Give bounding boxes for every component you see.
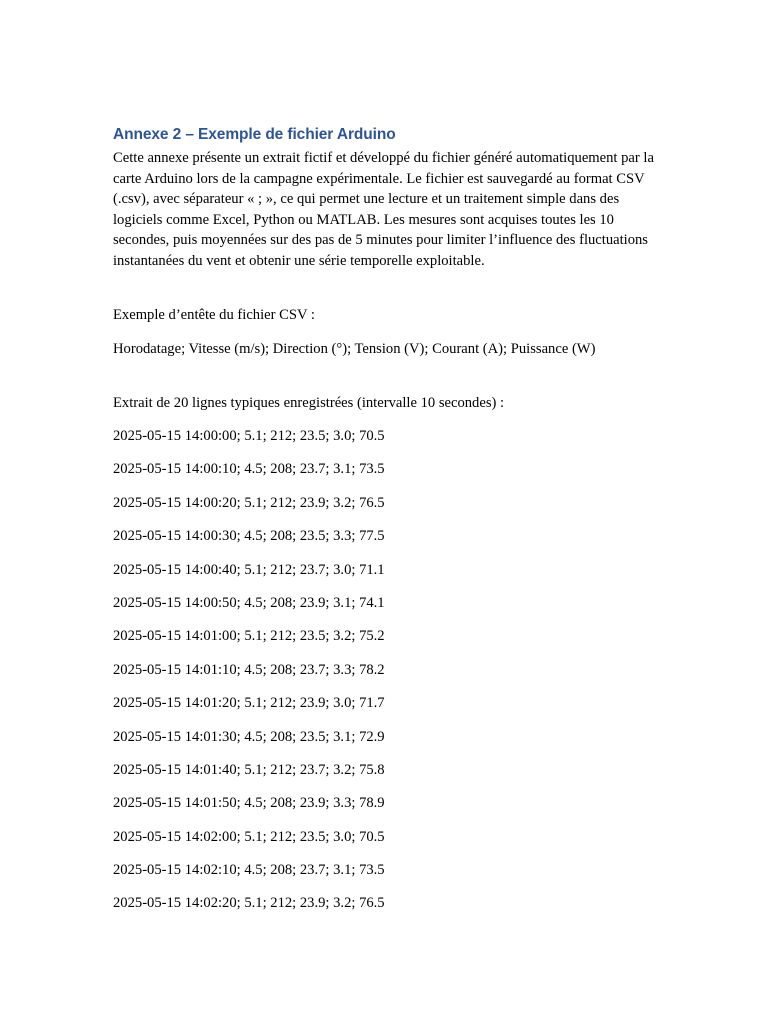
csv-row: 2025-05-15 14:00:30; 4.5; 208; 23.5; 3.3; 77.5 (113, 528, 385, 545)
csv-row: 2025-05-15 14:00:50; 4.5; 208; 23.9; 3.1; 74.1 (113, 594, 385, 611)
csv-row: 2025-05-15 14:00:40; 5.1; 212; 23.7; 3.0; 71.1 (113, 561, 385, 578)
csv-row: 2025-05-15 14:02:20; 5.1; 212; 23.9; 3.2; 76.5 (113, 895, 385, 912)
csv-row: 2025-05-15 14:01:20; 5.1; 212; 23.9; 3.0; 71.7 (113, 695, 385, 712)
csv-row: 2025-05-15 14:00:10; 4.5; 208; 23.7; 3.1; 73.5 (113, 461, 385, 478)
csv-row: 2025-05-15 14:00:00; 5.1; 212; 23.5; 3.0; 70.5 (113, 428, 385, 444)
csv-row: 2025-05-15 14:01:40; 5.1; 212; 23.7; 3.2; 75.8 (113, 761, 385, 778)
csv-row: 2025-05-15 14:02:10; 4.5; 208; 23.7; 3.1; 73.5 (113, 862, 385, 879)
csv-row: 2025-05-15 14:01:10; 4.5; 208; 23.7; 3.3; 78.2 (113, 661, 385, 678)
document-page (113, 124, 658, 912)
csv-header-label: Exemple d’entête du fichier CSV : (113, 307, 315, 323)
csv-row: 2025-05-15 14:01:00; 5.1; 212; 23.5; 3.2; 75.2 (113, 628, 385, 645)
extract-label: Extrait de 20 lignes typiques enregistrées (intervalle 10 secondes) : (113, 395, 505, 411)
csv-row: 2025-05-15 14:02:00; 5.1; 212; 23.5; 3.0; 70.5 (113, 828, 385, 845)
csv-header-line: Horodatage; Vitesse (m/s); Direction (°); Tension (V); Courant (A); Puissance (W) (113, 341, 596, 357)
csv-row: 2025-05-15 14:01:30; 4.5; 208; 23.5; 3.1; 72.9 (113, 728, 385, 745)
csv-rows-list (113, 426, 385, 927)
annex-heading: Annexe 2 – Exemple de fichier Arduino (113, 126, 396, 143)
csv-row: 2025-05-15 14:00:20; 5.1; 212; 23.9; 3.2; 76.5 (113, 494, 385, 511)
csv-row: 2025-05-15 14:01:50; 4.5; 208; 23.9; 3.3; 78.9 (113, 795, 385, 812)
intro-paragraph: Cette annexe présente un extrait fictif et développé du fichier généré automatiquement par la carte Arduino lors de la campagne expérimentale. Le fichier est sauvegardé au format CSV (.csv), avec séparateur « ; », ce qui permet une lecture et un traitement simple dans des logiciels comme Excel, Python ou MATLAB. Les mesures sont acquises toutes les 10 secondes, puis moyennées sur des pas de 5 minutes pour limiter l’influence des fluctuations instantanées du vent et obtenir une série temporelle exploitable. (113, 150, 654, 269)
